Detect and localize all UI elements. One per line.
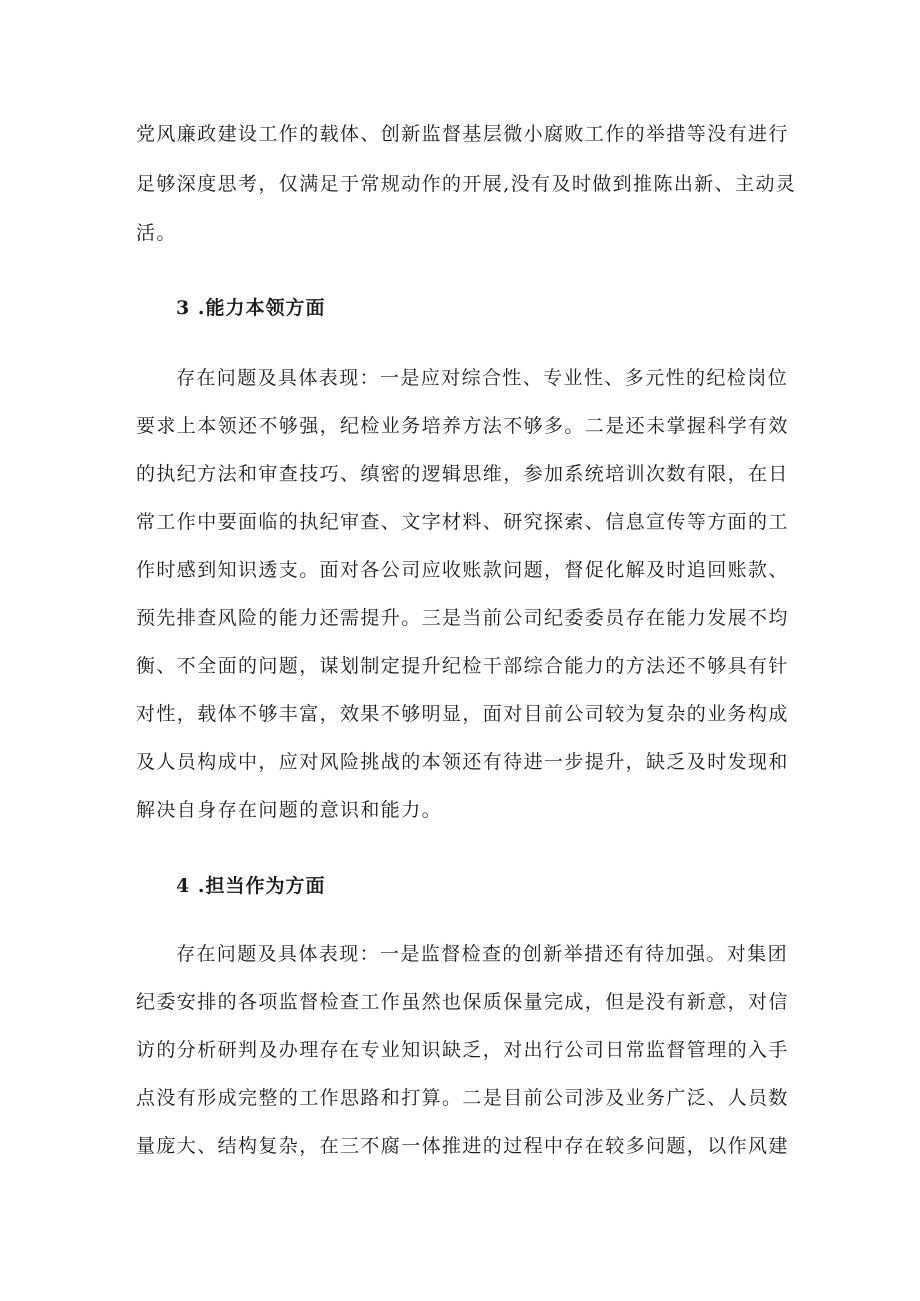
paragraph-line: 存在问题及具体表现：一是应对综合性、专业性、多元性的纪检岗位 xyxy=(176,367,789,389)
paragraph-line: 量庞大、结构复杂，在三不腐一体推进的过程中存在较多问题，以作风建 xyxy=(136,1135,789,1157)
paragraph-line: 对性，载体不够丰富，效果不够明显，面对目前公司较为复杂的业务构成 xyxy=(136,703,789,725)
paragraph-line: 足够深度思考，仅满足于常规动作的开展,没有及时做到推陈出新、主动灵 xyxy=(136,173,797,195)
paragraph-line: 解决自身存在问题的意识和能力。 xyxy=(136,799,443,821)
paragraph-line: 纪委安排的各项监督检查工作虽然也保质保量完成，但是没有新意，对信 xyxy=(136,991,789,1013)
paragraph-line: 常工作中要面临的执纪审查、文字材料、研究探索、信息宣传等方面的工 xyxy=(136,511,789,533)
paragraph-line: 访的分析研判及办理存在专业知识缺乏，对出行公司日常监督管理的入手 xyxy=(136,1039,789,1061)
paragraph-line: 衡、不全面的问题，谋划制定提升纪检干部综合能力的方法还不够具有针 xyxy=(136,655,789,677)
paragraph-line: 的执纪方法和审查技巧、缜密的逻辑思维，参加系统培训次数有限，在日 xyxy=(136,463,789,485)
paragraph-line: 及人员构成中，应对风险挑战的本领还有待进一步提升，缺乏及时发现和 xyxy=(136,751,789,773)
paragraph-line: 作时感到知识透支。面对各公司应收账款问题，督促化解及时追回账款、 xyxy=(136,559,789,581)
section-heading-4: 4 .担当作为方面 xyxy=(176,875,326,897)
paragraph-line: 活。 xyxy=(136,222,177,244)
paragraph-line: 党风廉政建设工作的载体、创新监督基层微小腐败工作的举措等没有进行 xyxy=(136,123,789,145)
section-heading-3: 3 .能力本领方面 xyxy=(176,297,326,319)
paragraph-line: 存在问题及具体表现：一是监督检查的创新举措还有待加强。对集团 xyxy=(176,943,789,965)
paragraph-line: 点没有形成完整的工作思路和打算。二是目前公司涉及业务广泛、人员数 xyxy=(136,1087,789,1109)
paragraph-line: 要求上本领还不够强，纪检业务培养方法不够多。二是还未掌握科学有效 xyxy=(136,415,789,437)
paragraph-line: 预先排查风险的能力还需提升。三是当前公司纪委委员存在能力发展不均 xyxy=(136,607,789,629)
